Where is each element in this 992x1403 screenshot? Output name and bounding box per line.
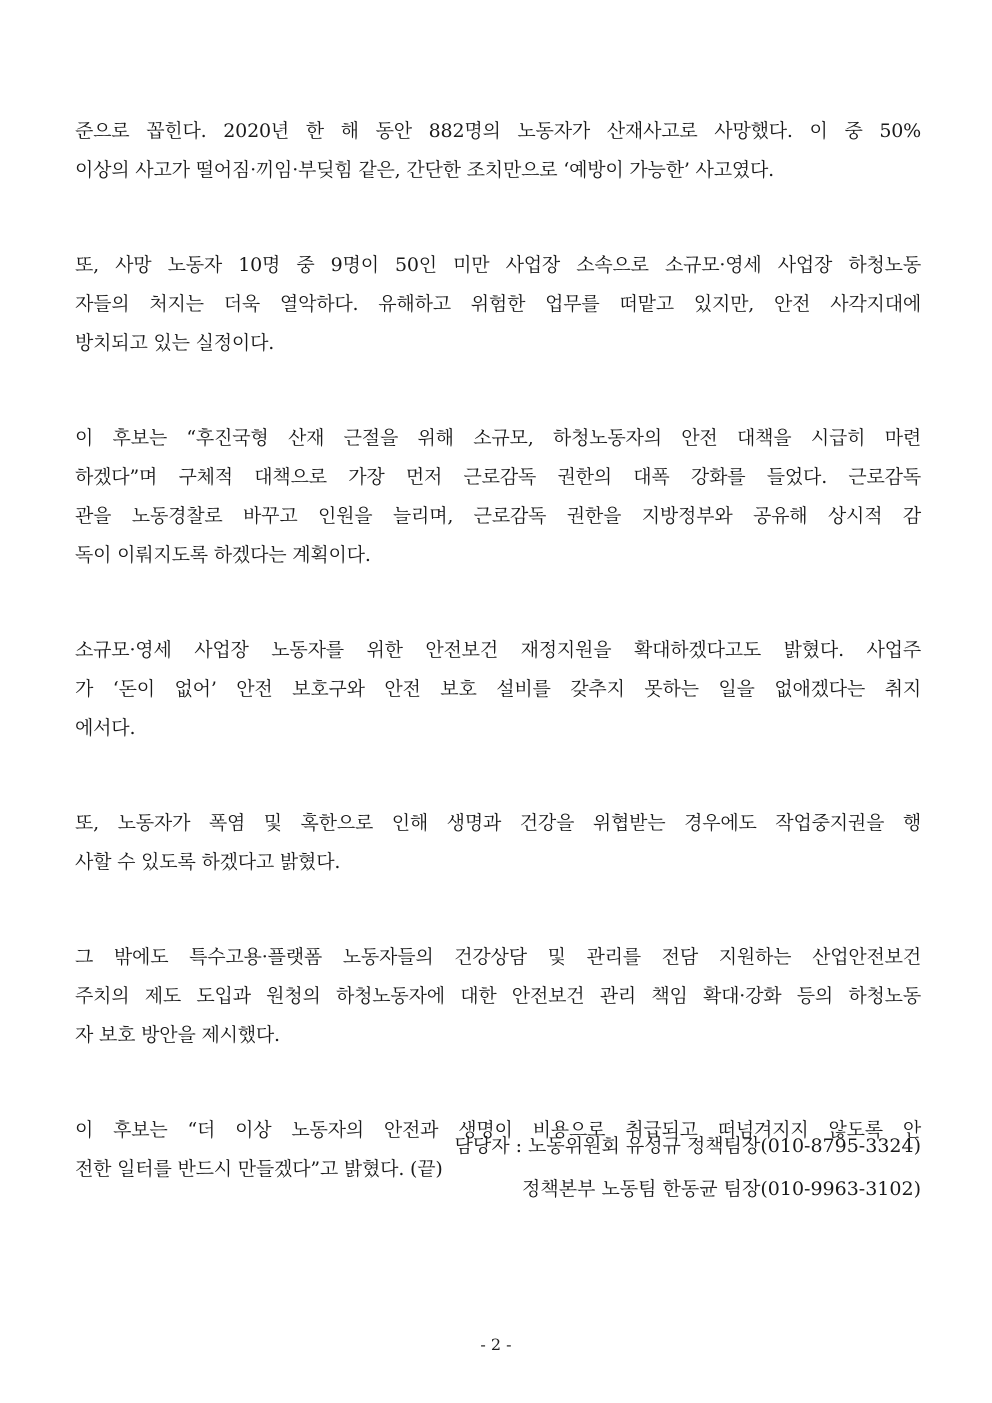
paragraph-line: 가 ‘돈이 없어’ 안전 보호구와 안전 보호 설비를 갖추지 못하는 일을 없애겠다는 취지 [75,678,921,700]
paragraph-line: 방치되고 있는 실정이다. [75,332,275,354]
contact-line-primary: 담당자 : 노동위원회 유성규 정책팀장(010-8795-3324) [454,1135,921,1157]
paragraph [75,112,921,190]
paragraph-line: 이상의 사고가 떨어짐·끼임·부딪힘 같은, 간단한 조치만으로 ‘예방이 가능한’ 사고였다. [75,159,774,181]
paragraph [75,419,921,575]
paragraph-line: 소규모·영세 사업장 노동자를 위한 안전보건 재정지원을 확대하겠다고도 밝혔다. 사업주 [75,639,921,661]
paragraph-line: 또, 노동자가 폭염 및 혹한으로 인해 생명과 건강을 위협받는 경우에도 작업중지권을 행 [75,812,921,834]
paragraph-line: 또, 사망 노동자 10명 중 9명이 50인 미만 사업장 소속으로 소규모·영세 사업장 하청노동 [75,254,921,276]
paragraph-line: 사할 수 있도록 하겠다고 밝혔다. [75,851,341,873]
paragraph-line: 하겠다”며 구체적 대책으로 가장 먼저 근로감독 권한의 대폭 강화를 들었다. 근로감독 [75,466,921,488]
paragraph-line: 자 보호 방안을 제시했다. [75,1024,280,1046]
paragraph-line: 독이 이뤄지도록 하겠다는 계획이다. [75,544,371,566]
paragraph [75,804,921,882]
paragraph [75,938,921,1055]
document-body [75,112,921,1245]
paragraph [75,246,921,363]
paragraph-line: 주치의 제도 도입과 원청의 하청노동자에 대한 안전보건 관리 책임 확대·강화 등의 하청노동 [75,985,921,1007]
paragraph-line: 전한 일터를 반드시 만들겠다”고 밝혔다. (끝) [75,1158,443,1180]
paragraph-line: 그 밖에도 특수고용·플랫폼 노동자들의 건강상담 및 관리를 전담 지원하는 산업안전보건 [75,946,921,968]
paragraph-line: 에서다. [75,717,136,739]
paragraph-line: 이 후보는 “후진국형 산재 근절을 위해 소규모, 하청노동자의 안전 대책을 시급히 마련 [75,427,921,449]
paragraph-line: 자들의 처지는 더욱 열악하다. 유해하고 위험한 업무를 떠맡고 있지만, 안전 사각지대에 [75,293,921,315]
paragraph [75,631,921,748]
paragraph-line: 준으로 꼽힌다. 2020년 한 해 동안 882명의 노동자가 산재사고로 사망했다. 이 중 50% [75,120,921,142]
page-number: - 2 - [480,1335,512,1354]
contact-line-secondary: 정책본부 노동팀 한동균 팀장(010-9963-3102) [521,1178,921,1200]
contact-info [454,1125,921,1211]
paragraph-line: 이 후보는 “더 이상 노동자의 안전과 생명이 비용으로 취급되고 떠넘겨지지 않도록 안 [75,1119,921,1141]
paragraph-line: 관을 노동경찰로 바꾸고 인원을 늘리며, 근로감독 권한을 지방정부와 공유해 상시적 감 [75,505,921,527]
